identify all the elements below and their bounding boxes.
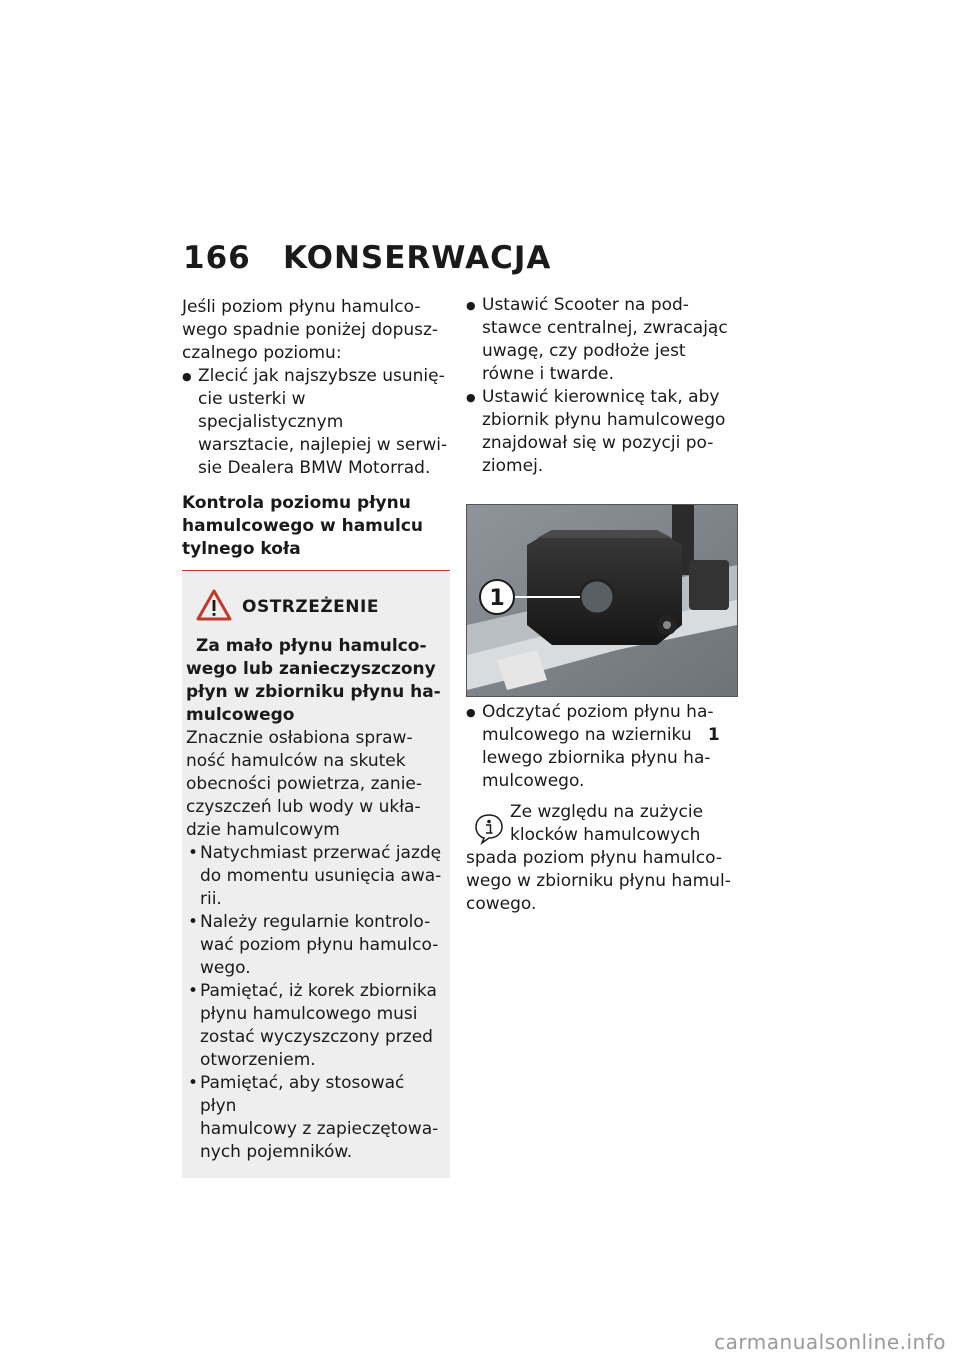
warning-description: Znacznie osłabiona spraw- ność hamulców na skutek obecności powietrza, zanie- czyszczeń lub wody w ukła- dzie hamulcowym: [186, 728, 423, 840]
warning-actions-list: [182, 842, 450, 1164]
info-note: [466, 801, 738, 916]
page-number: 166: [183, 240, 251, 276]
brake-reservoir-photo: [466, 504, 738, 697]
callout-reference: 1: [707, 725, 720, 745]
warning-header: [182, 587, 450, 627]
watermark: carmanualsonline.info: [714, 1330, 946, 1354]
list-item: • Natychmiast przerwać jazdę do momentu usunięcia awa- rii.: [186, 842, 446, 911]
list-item: • Pamiętać, iż korek zbiornika płynu hamulcowego musi zostać wyczyszczony przed otworzeniem.: [186, 980, 446, 1072]
photo-callout-1: 1: [489, 586, 505, 611]
info-text: Ze względu na zużycie klocków hamulcowych spada poziom płynu hamulco- wego w zbiorniku płynu hamul- cowego.: [466, 802, 731, 914]
intro-paragraph: Jeśli poziom płynu hamulco- wego spadnie poniżej dopusz- czalnego poziomu:: [182, 297, 439, 363]
warning-box: [182, 571, 450, 1178]
list-item: ● Odczytać poziom płynu ha- mulcowego na wzierniku 1 lewego zbiornika płynu ha- mulcowego.: [466, 701, 738, 793]
chapter-title: KONSERWACJA: [283, 240, 552, 276]
warning-triangle-icon: [196, 589, 232, 625]
right-column: [466, 294, 738, 916]
warning-summary: Za mało płynu hamulco- wego lub zanieczyszczony płyn w zbiorniku płynu ha- mulcowego: [186, 636, 441, 725]
list-item: ● Zlecić jak najszybsze usunię- cie usterki w specjalistycznym warsztacie, najlepiej w serwi- sie Dealera BMW Motorrad.: [182, 365, 450, 480]
list-item: • Należy regularnie kontrolo- wać poziom płynu hamulco- wego.: [186, 911, 446, 980]
left-column: [182, 296, 450, 1178]
list-item: ● Ustawić kierownicę tak, aby zbiornik płynu hamulcowego znajdował się w pozycji po- ziomej.: [466, 386, 738, 478]
warning-title: OSTRZEŻENIE: [242, 597, 379, 617]
reading-bullet-list: [466, 701, 738, 793]
list-item: • Pamiętać, aby stosować płyn hamulcowy z zapieczętowa- nych pojemników.: [186, 1072, 446, 1164]
preparation-bullet-list: [466, 294, 738, 478]
info-icon: [474, 813, 504, 849]
list-item: ● Ustawić Scooter na pod- stawce centralnej, zwracając uwagę, czy podłoże jest równe i twarde.: [466, 294, 738, 386]
section-heading: Kontrola poziomu płynu hamulcowego w hamulcu tylnego koła: [182, 493, 423, 559]
intro-bullet-list: [182, 365, 450, 480]
